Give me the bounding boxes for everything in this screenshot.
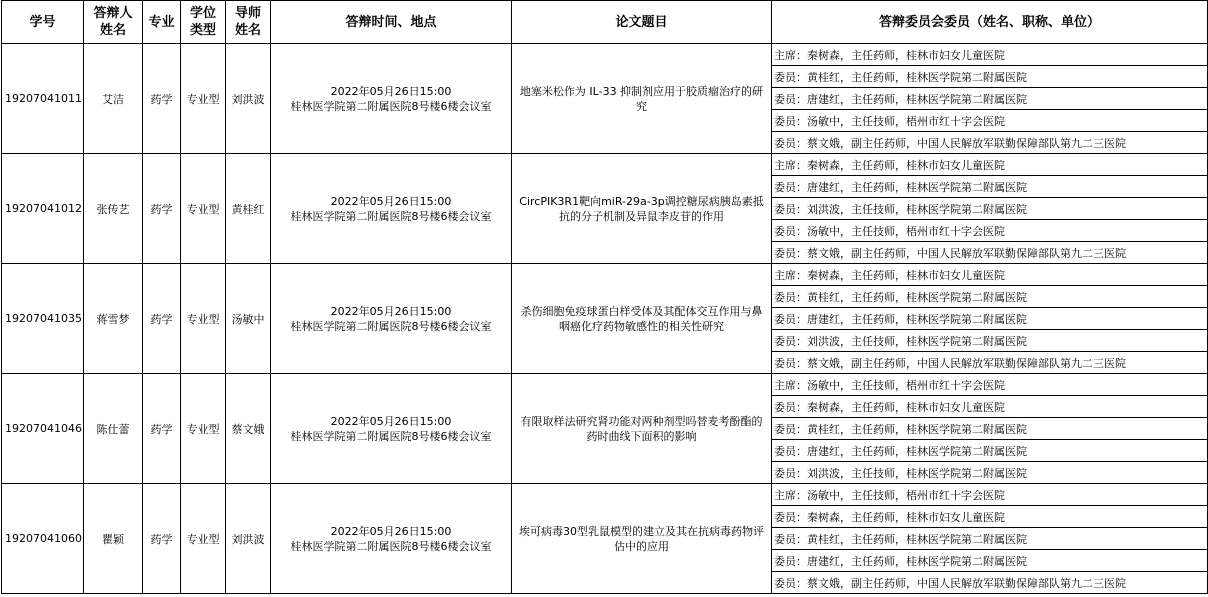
header-student-id: 学号 — [2, 1, 84, 44]
student-id: 19207041035 — [2, 264, 84, 374]
committee-member: 委员：刘洪波，主任技师，桂林医学院第二附属医院 — [772, 462, 1208, 484]
defense-time: 2022年05月26日15:00 — [330, 194, 452, 208]
advisor-name: 蔡文娥 — [226, 374, 271, 484]
committee-member: 主席：汤敏中，主任技师，梧州市红十字会医院 — [772, 484, 1208, 506]
thesis-title: 有限取样法研究肾功能对两种剂型吗替麦考酚酯的药时曲线下面积的影响 — [512, 374, 772, 484]
thesis-title: 埃可病毒30型乳鼠模型的建立及其在抗病毒药物评估中的应用 — [512, 484, 772, 594]
header-time-place: 答辩时间、地点 — [271, 1, 512, 44]
major: 药学 — [143, 154, 181, 264]
table-body — [2, 44, 1208, 594]
defense-place: 桂林医学院第二附属医院8号楼6楼会议室 — [290, 209, 492, 223]
header-row — [2, 1, 1208, 44]
committee-member: 主席：秦树森，主任药师，桂林市妇女儿童医院 — [772, 154, 1208, 176]
committee-member: 委员：唐建红，主任药师，桂林医学院第二附属医院 — [772, 88, 1208, 110]
defense-place: 桂林医学院第二附属医院8号楼6楼会议室 — [290, 539, 492, 553]
student-id: 19207041012 — [2, 154, 84, 264]
table-row — [2, 44, 1208, 66]
defense-time: 2022年05月26日15:00 — [330, 304, 452, 318]
committee-member: 委员：汤敏中，主任技师，梧州市红十字会医院 — [772, 110, 1208, 132]
defense-place: 桂林医学院第二附属医院8号楼6楼会议室 — [290, 429, 492, 443]
major: 药学 — [143, 484, 181, 594]
header-committee: 答辩委员会委员（姓名、职称、单位） — [772, 1, 1208, 44]
header-defender-name: 答辩人 姓名 — [84, 1, 143, 44]
time-place — [271, 374, 512, 484]
committee-member: 主席：秦树森，主任药师，桂林市妇女儿童医院 — [772, 44, 1208, 66]
defender-name: 蒋雪梦 — [84, 264, 143, 374]
committee-member: 委员：黄桂红，主任药师，桂林医学院第二附属医院 — [772, 528, 1208, 550]
defense-time: 2022年05月26日15:00 — [330, 414, 452, 428]
advisor-name: 黄桂红 — [226, 154, 271, 264]
committee-member: 委员：唐建红，主任药师，桂林医学院第二附属医院 — [772, 176, 1208, 198]
table-row — [2, 264, 1208, 286]
committee-member: 委员：黄桂红，主任药师，桂林医学院第二附属医院 — [772, 286, 1208, 308]
time-place — [271, 154, 512, 264]
committee-member: 主席：秦树森，主任药师，桂林市妇女儿童医院 — [772, 264, 1208, 286]
committee-member: 委员：刘洪波，主任技师，桂林医学院第二附属医院 — [772, 330, 1208, 352]
defense-place: 桂林医学院第二附属医院8号楼6楼会议室 — [290, 319, 492, 333]
defender-name: 张传艺 — [84, 154, 143, 264]
degree-type: 专业型 — [181, 154, 226, 264]
student-id: 19207041011 — [2, 44, 84, 154]
committee-member: 委员：唐建红，主任药师，桂林医学院第二附属医院 — [772, 440, 1208, 462]
degree-type: 专业型 — [181, 484, 226, 594]
committee-member: 委员：唐建红，主任药师，桂林医学院第二附属医院 — [772, 550, 1208, 572]
defender-name: 陈仕蕾 — [84, 374, 143, 484]
advisor-name: 刘洪波 — [226, 484, 271, 594]
committee-member: 委员：刘洪波，主任技师，桂林医学院第二附属医院 — [772, 198, 1208, 220]
degree-type: 专业型 — [181, 44, 226, 154]
advisor-name: 刘洪波 — [226, 44, 271, 154]
thesis-title: CircPIK3R1靶向miR-29a-3p调控糖尿病胰岛素抵抗的分子机制及异鼠李皮苷的作用 — [512, 154, 772, 264]
defense-schedule-table — [1, 0, 1208, 594]
committee-member: 主席：汤敏中，主任技师，梧州市红十字会医院 — [772, 374, 1208, 396]
thesis-title: 杀伤细胞免疫球蛋白样受体及其配体交互作用与鼻咽癌化疗药物敏感性的相关性研究 — [512, 264, 772, 374]
table-row — [2, 154, 1208, 176]
thesis-title: 地塞米松作为 IL-33 抑制剂应用于胶质瘤治疗的研究 — [512, 44, 772, 154]
advisor-name: 汤敏中 — [226, 264, 271, 374]
major: 药学 — [143, 374, 181, 484]
defender-name: 瞿颖 — [84, 484, 143, 594]
header-degree-type: 学位 类型 — [181, 1, 226, 44]
major: 药学 — [143, 44, 181, 154]
committee-member: 委员：蔡文娥，副主任药师，中国人民解放军联勤保障部队第九二三医院 — [772, 132, 1208, 154]
committee-member: 委员：汤敏中，主任技师，梧州市红十字会医院 — [772, 220, 1208, 242]
student-id: 19207041046 — [2, 374, 84, 484]
defense-time: 2022年05月26日15:00 — [330, 524, 452, 538]
major: 药学 — [143, 264, 181, 374]
defense-time: 2022年05月26日15:00 — [330, 84, 452, 98]
header-advisor-name: 导师 姓名 — [226, 1, 271, 44]
degree-type: 专业型 — [181, 374, 226, 484]
degree-type: 专业型 — [181, 264, 226, 374]
header-thesis-title: 论文题目 — [512, 1, 772, 44]
committee-member: 委员：秦树森，主任药师，桂林市妇女儿童医院 — [772, 506, 1208, 528]
time-place — [271, 264, 512, 374]
header-major: 专业 — [143, 1, 181, 44]
committee-member: 委员：蔡文娥，副主任药师，中国人民解放军联勤保障部队第九二三医院 — [772, 572, 1208, 594]
table-row — [2, 484, 1208, 506]
student-id: 19207041060 — [2, 484, 84, 594]
time-place — [271, 44, 512, 154]
committee-member: 委员：黄桂红，主任药师，桂林医学院第二附属医院 — [772, 66, 1208, 88]
defense-place: 桂林医学院第二附属医院8号楼6楼会议室 — [290, 99, 492, 113]
committee-member: 委员：唐建红，主任药师，桂林医学院第二附属医院 — [772, 308, 1208, 330]
committee-member: 委员：黄桂红，主任药师，桂林医学院第二附属医院 — [772, 418, 1208, 440]
time-place — [271, 484, 512, 594]
committee-member: 委员：蔡文娥，副主任药师，中国人民解放军联勤保障部队第九二三医院 — [772, 242, 1208, 264]
table-row — [2, 374, 1208, 396]
defender-name: 艾洁 — [84, 44, 143, 154]
committee-member: 委员：秦树森，主任药师，桂林市妇女儿童医院 — [772, 396, 1208, 418]
committee-member: 委员：蔡文娥，副主任药师，中国人民解放军联勤保障部队第九二三医院 — [772, 352, 1208, 374]
